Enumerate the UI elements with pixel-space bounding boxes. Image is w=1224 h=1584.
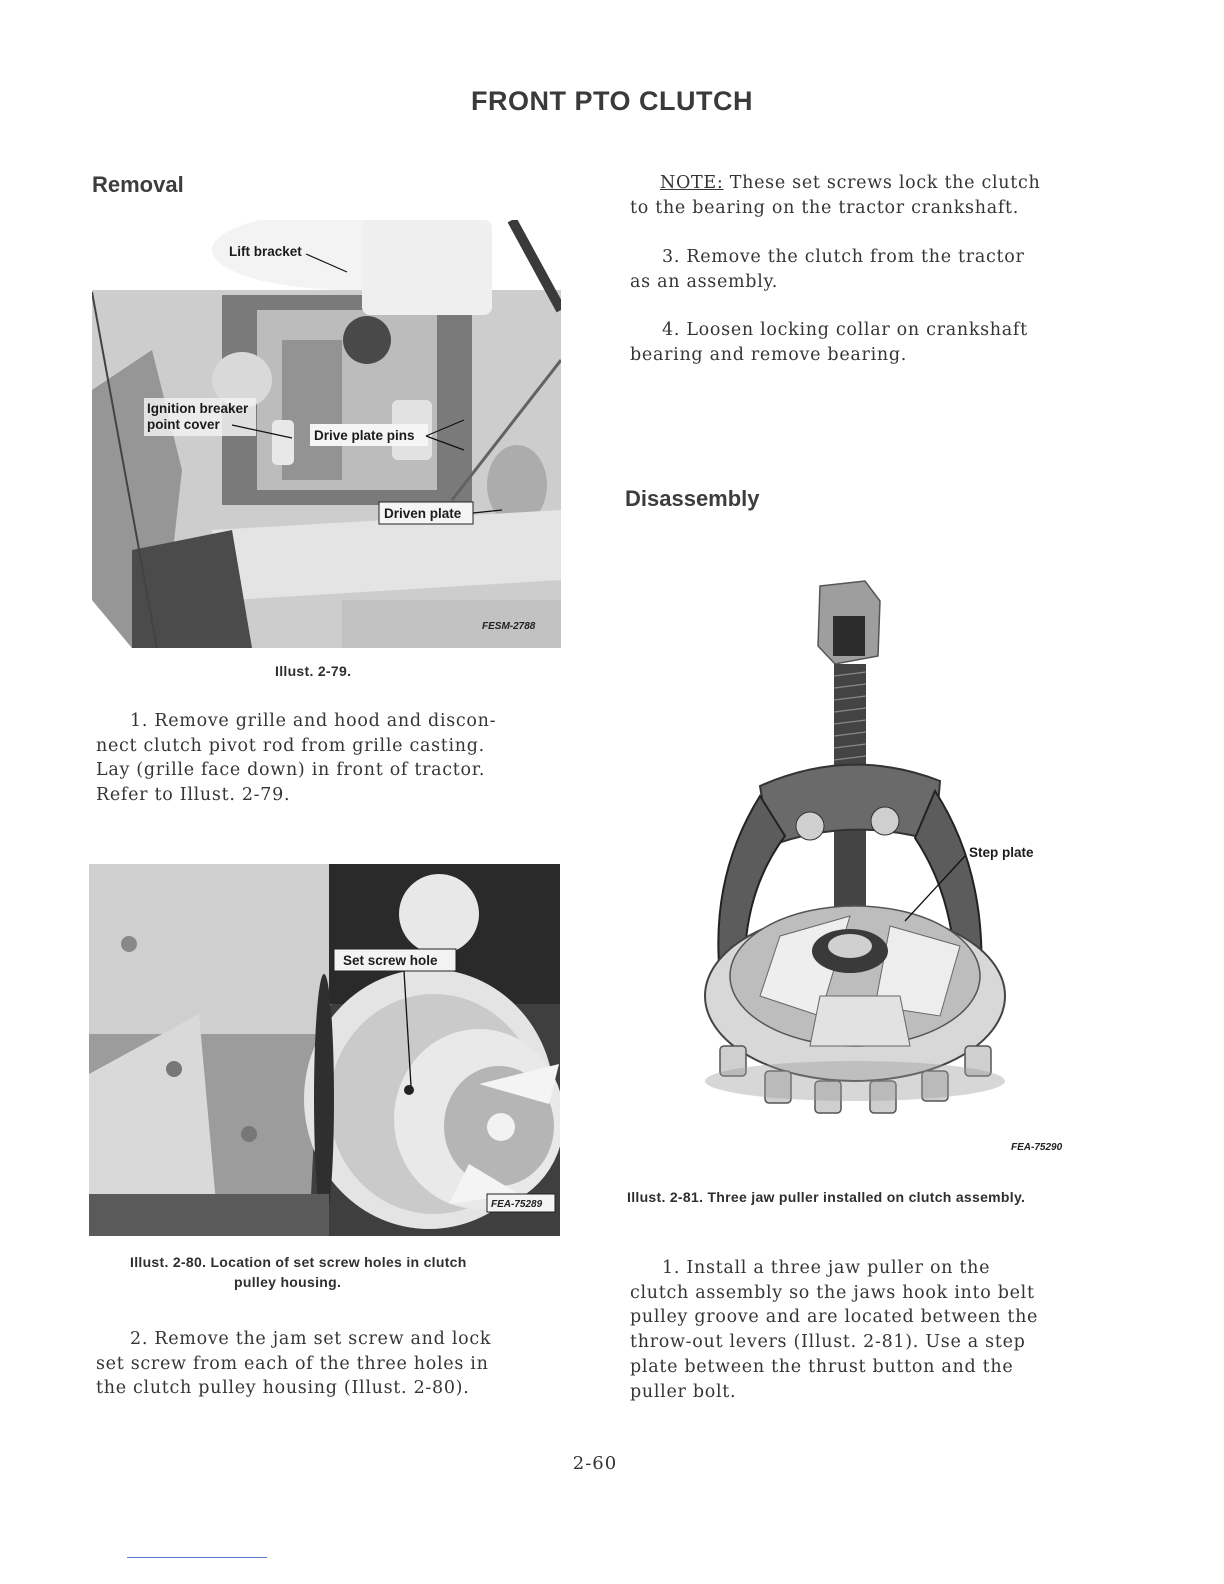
- illust-2-80-photo: [89, 864, 560, 1236]
- lift-bracket-label: Lift bracket: [229, 244, 302, 259]
- text-line: pulley groove and are located between the: [630, 1307, 1039, 1328]
- text-line: bearing and remove bearing.: [630, 344, 908, 365]
- removal-step-2: [96, 1327, 546, 1401]
- illust-2-81-photo: [690, 576, 1090, 1160]
- text-line: Lay (grille face down) in front of tractor.: [96, 760, 486, 781]
- removal-step-4: [630, 318, 1110, 367]
- drive-plate-pins-label: Drive plate pins: [314, 428, 415, 443]
- illust-2-81-caption: Illust. 2-81. Three jaw puller installed on clutch assembly.: [627, 1189, 1026, 1205]
- removal-heading: Removal: [92, 172, 184, 197]
- text-line: plate between the thrust button and the: [630, 1356, 1014, 1377]
- text-line: throw-out levers (Illust. 2-81). Use a step: [630, 1332, 1026, 1353]
- removal-step-1: [96, 709, 546, 808]
- note-label: NOTE:: [660, 173, 724, 193]
- text-line: 4. Loosen locking collar on crankshaft: [662, 320, 1028, 340]
- text-line: the clutch pulley housing (Illust. 2-80).: [96, 1378, 470, 1399]
- text-line: set screw from each of the three holes in: [96, 1353, 489, 1374]
- illust-2-79-caption: Illust. 2-79.: [275, 663, 352, 679]
- page-number: 2-60: [572, 1453, 618, 1474]
- note-paragraph: [630, 171, 1110, 220]
- point-cover-label: point cover: [147, 417, 220, 432]
- caption-line: Illust. 2-80. Location of set screw holes in clutch: [130, 1254, 467, 1270]
- ignition-breaker-label: Ignition breaker: [147, 401, 249, 416]
- note-line-1: These set screws lock the clutch: [729, 173, 1041, 193]
- step-plate-label: Step plate: [969, 845, 1034, 860]
- text-line: nect clutch pivot rod from grille casting.: [96, 735, 485, 756]
- text-line: puller bolt.: [630, 1381, 737, 1402]
- text-line: 1. Remove grille and hood and discon-: [130, 711, 497, 731]
- disassembly-step-1: [630, 1256, 1100, 1404]
- caption-line: pulley housing.: [234, 1274, 342, 1290]
- text-line: clutch assembly so the jaws hook into belt: [630, 1282, 1035, 1303]
- text-line: 3. Remove the clutch from the tractor: [662, 247, 1025, 267]
- footer-rule: [127, 1557, 267, 1558]
- figure-id-2788: FESM-2788: [482, 621, 536, 632]
- illust-2-80-caption: [130, 1254, 560, 1290]
- page-title: FRONT PTO CLUTCH: [471, 86, 753, 116]
- text-line: 2. Remove the jam set screw and lock: [130, 1329, 492, 1349]
- figure-id-75289: FEA-75289: [491, 1199, 543, 1210]
- text-line: as an assembly.: [630, 271, 779, 292]
- driven-plate-label: Driven plate: [384, 506, 462, 521]
- set-screw-hole-label: Set screw hole: [343, 953, 438, 968]
- note-line-2: to the bearing on the tractor crankshaft.: [630, 197, 1019, 218]
- removal-step-3: [630, 245, 1110, 294]
- figure-id-75290: FEA-75290: [1011, 1142, 1063, 1153]
- disassembly-heading: Disassembly: [625, 486, 760, 511]
- illust-2-79-photo: [92, 220, 561, 648]
- text-line: 1. Install a three jaw puller on the: [662, 1258, 991, 1278]
- text-line: Refer to Illust. 2-79.: [96, 785, 291, 806]
